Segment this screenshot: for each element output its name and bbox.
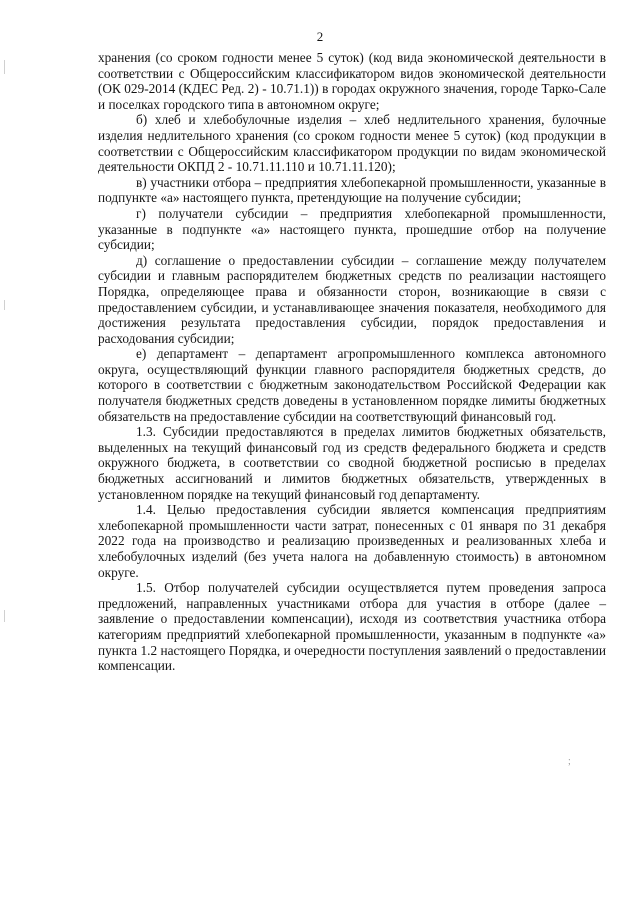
- paragraph-item-g: г) получатели субсидии – предприятия хлебопекарной промышленности, указанные в подпункте «а» настоящего пункта, прошедшие отбор на получение субсидии;: [98, 205, 606, 253]
- paragraph-item-d: д) соглашение о предоставлении субсидии – соглашение между получателем субсидии и главным распорядителем бюджетных средств по реализации настоящего Порядка, определяющее права и обязанности сторон, возникающие в связи с предоставлением субсидии, и устанавливающее значения показателя, необходимого для достижения результата предоставления субсидии, порядок предоставления и расходования субсидии;: [98, 252, 606, 346]
- paragraph-continuation: хранения (со сроком годности менее 5 суток) (код вида экономической деятельности в соответствии с Общероссийским классификатором видов экономической деятельности (ОК 029-2014 (КДЕС Ред. 2) - 10.71.1)) в городах окружного значения, городе Тарко-Сале и поселках городского типа в автономном округе;: [98, 50, 606, 112]
- scan-edge-speck: [4, 610, 5, 622]
- paragraph-clause-1-4: 1.4. Целью предоставления субсидии является компенсация предприятиям хлебопекарной промышленности части затрат, понесенных с 01 января по 31 декабря 2022 года на производство и реализацию произведенных и реализованных хлеба и хлебобулочных изделий (без учета налога на добавленную стоимость) в автономном округе.: [98, 502, 606, 580]
- page-number: 2: [316, 29, 324, 44]
- paragraph-item-v: в) участники отбора – предприятия хлебопекарной промышленности, указанные в подпункте «а» настоящего пункта, претендующие на получение субсидии;: [98, 174, 606, 206]
- paragraph-item-e: е) департамент – департамент агропромышленного комплекса автономного округа, осуществляющий функции главного распорядителя бюджетных средств, до которого в соответствии с бюджетным законодательством Российской Федерации как получателя бюджетных средств доведены в установленном порядке лимиты бюджетных обязательств на предоставление субсидии на соответствующий финансовый год.: [98, 346, 606, 424]
- paragraph-clause-1-5: 1.5. Отбор получателей субсидии осуществляется путем проведения запроса предложений, направленных участниками отбора для участия в отборе (далее – заявление о предоставлении компенсации), исходя из соответствия участника отбора категориям предприятий хлебопекарной промышленности, указанным в подпункте «а» пункта 1.2 настоящего Порядка, и очередности поступления заявлений о предоставлении компенсации.: [98, 580, 606, 674]
- paragraph-item-b: б) хлеб и хлебобулочные изделия – хлеб недлительного хранения, булочные изделия недлительного хранения (со сроком годности менее 5 суток) (код продукции в соответствии с Общероссийским классификатором продукции по видам экономической деятельности ОКПД 2 - 10.71.11.110 и 10.71.11.120);: [98, 112, 606, 175]
- document-body: [98, 50, 606, 674]
- scan-edge-speck: [4, 300, 5, 310]
- paragraph-clause-1-3: 1.3. Субсидии предоставляются в пределах лимитов бюджетных обязательств, выделенных на текущий финансовый год из средств федерального бюджета и средств окружного бюджета, в соответствии со сводной бюджетной росписью в пределах бюджетных ассигнований и лимитов бюджетных обязательств, утвержденных в установленном порядке на текущий финансовый год департаменту.: [98, 424, 606, 502]
- scan-edge-speck: [4, 60, 5, 74]
- scan-artifact-mark: ;: [568, 756, 571, 767]
